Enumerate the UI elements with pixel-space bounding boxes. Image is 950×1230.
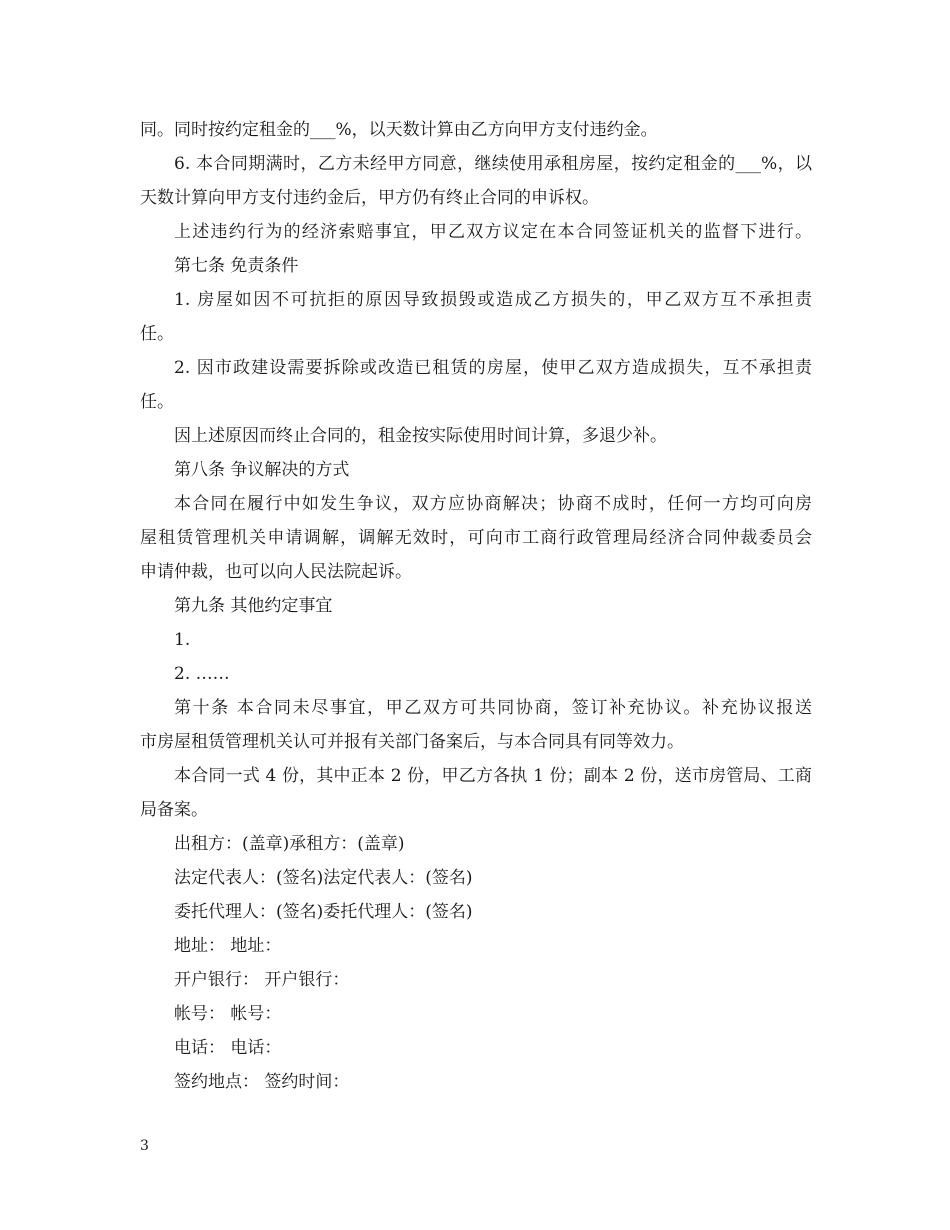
section-heading: 第八条 争议解决的方式 <box>174 460 350 480</box>
signature-line: 地址： 地址： <box>174 936 282 956</box>
text-line: 同。同时按约定租金的___%，以天数计算由乙方向甲方支付违约金。 <box>140 120 658 140</box>
document-body <box>140 113 812 1099</box>
signature-line: 出租方：(盖章)承租方：(盖章) <box>174 834 405 854</box>
text-line: 任。 <box>140 392 174 412</box>
page-number: 3 <box>140 1138 149 1154</box>
section-heading: 第七条 免责条件 <box>174 256 299 276</box>
text-line: 申请仲裁，也可以向人民法院起诉。 <box>140 562 412 582</box>
list-item: 2. …… <box>174 664 230 684</box>
text-line: 局备案。 <box>140 800 208 820</box>
text-line: 2. 因市政建设需要拆除或改造已租赁的房屋，使甲乙双方造成损失，互不承担责 <box>174 358 812 378</box>
list-item: 1. <box>174 630 191 650</box>
text-line: 屋租赁管理机关申请调解，调解无效时，可向市工商行政管理局经济合同仲裁委员会 <box>140 528 812 548</box>
text-line: 本合同一式 4 份，其中正本 2 份，甲乙方各执 1 份；副本 2 份，送市房管局、工商 <box>174 766 812 786</box>
signature-line: 电话： 电话： <box>174 1038 282 1058</box>
text-line: 市房屋租赁管理机关认可并报有关部门备案后，与本合同具有同等效力。 <box>140 732 684 752</box>
text-line: 第十条 本合同未尽事宜，甲乙双方可共同协商，签订补充协议。补充协议报送 <box>174 698 812 718</box>
text-line: 6. 本合同期满时，乙方未经甲方同意，继续使用承租房屋，按约定租金的___%，以 <box>174 154 812 174</box>
section-heading: 第九条 其他约定事宜 <box>174 596 333 616</box>
text-line: 因上述原因而终止合同的，租金按实际使用时间计算，多退少补。 <box>174 426 667 446</box>
text-line: 任。 <box>140 324 174 344</box>
text-line: 天数计算向甲方支付违约金后，甲方仍有终止合同的申诉权。 <box>140 188 599 208</box>
signature-line: 签约地点： 签约时间： <box>174 1072 350 1092</box>
signature-line: 开户银行： 开户银行： <box>174 970 350 990</box>
text-line: 本合同在履行中如发生争议，双方应协商解决；协商不成时，任何一方均可向房 <box>174 494 812 514</box>
signature-line: 帐号： 帐号： <box>174 1004 282 1024</box>
text-line: 上述违约行为的经济索赔事宜，甲乙双方议定在本合同签证机关的监督下进行。 <box>174 222 812 242</box>
text-line: 1. 房屋如因不可抗拒的原因导致损毁或造成乙方损失的，甲乙双方互不承担责 <box>174 290 812 310</box>
signature-line: 委托代理人：(签名)委托代理人：(签名) <box>174 902 473 922</box>
signature-line: 法定代表人：(签名)法定代表人：(签名) <box>174 868 473 888</box>
